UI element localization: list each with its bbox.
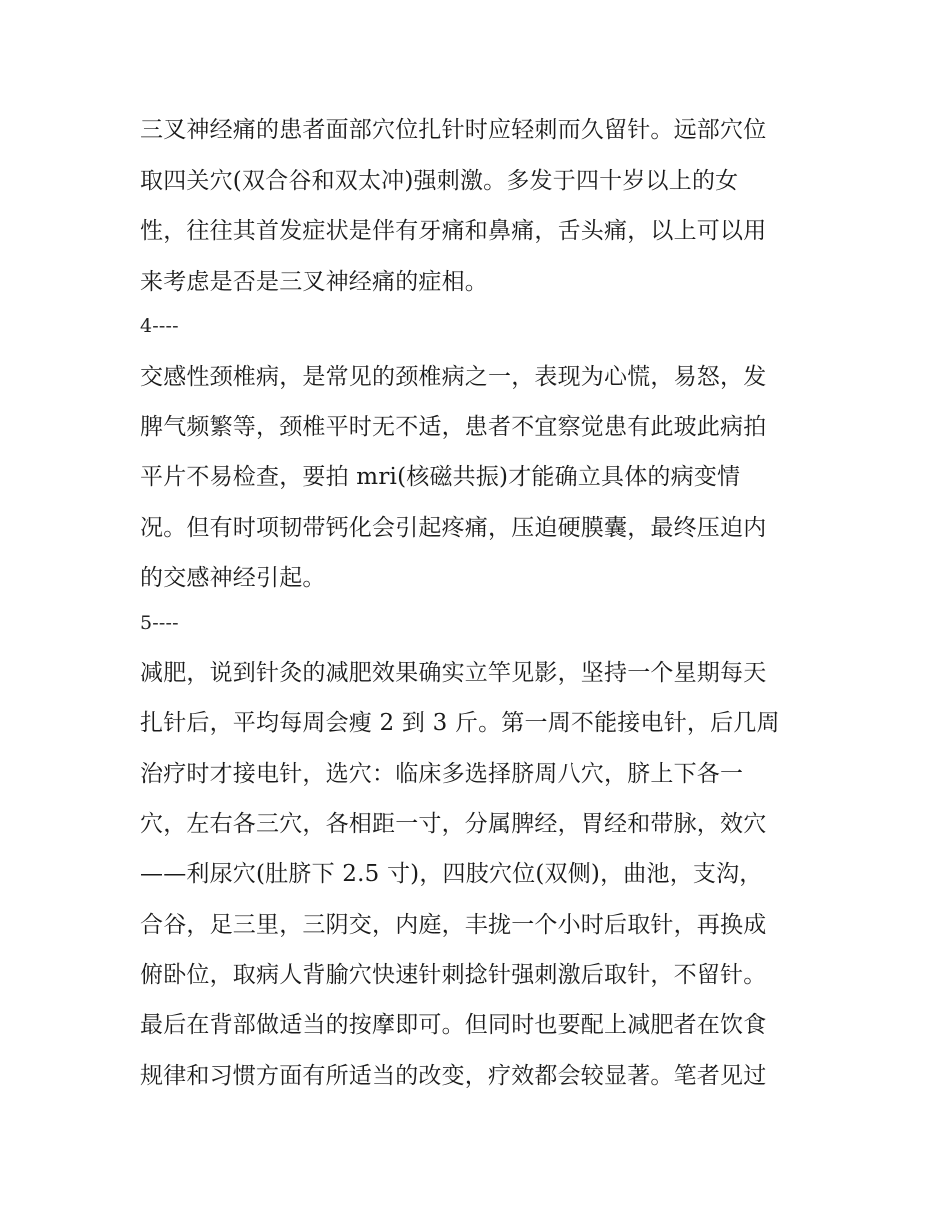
section4-line-3: 平片不易检查，要拍 mri(核磁共振)才能确立具体的病变情: [140, 464, 741, 490]
section5-line-3: 治疗时才接电针，选穴：临床多选择脐周八穴，脐上下各一: [140, 761, 744, 787]
section3-line-2: 取四关穴(双合谷和双太冲)强刺激。多发于四十岁以上的女: [140, 168, 739, 194]
section5-line-7: 俯卧位，取病人背腧穴快速针刺捻针强刺激后取针，不留针。: [140, 962, 767, 988]
section5-line-4: 穴，左右各三穴，各相距一寸，分属脾经，胃经和带脉，效穴: [140, 811, 767, 837]
section4-line-4: 况。但有时项韧带钙化会引起疼痛，压迫硬膜囊，最终压迫内: [140, 515, 767, 541]
section5-line-5: ——利尿穴(肚脐下 2.5 寸)，四肢穴位(双侧)，曲池，支沟，: [140, 861, 763, 887]
section5-line-9: 规律和习惯方面有所适当的改变，疗效都会较显著。笔者见过: [140, 1063, 767, 1089]
section4-line-2: 脾气频繁等，颈椎平时无不适，患者不宜察觉患有此玻此病拍: [140, 414, 767, 440]
section3-line-3: 性，往往其首发症状是伴有牙痛和鼻痛，舌头痛，以上可以用: [140, 218, 767, 244]
section3-line-4: 来考虑是否是三叉神经痛的症相。: [140, 269, 488, 295]
section5-line-8: 最后在背部做适当的按摩即可。但同时也要配上减肥者在饮食: [140, 1012, 767, 1038]
section5-line-2: 扎针后，平均每周会瘦 2 到 3 斤。第一周不能接电针，后几周: [140, 710, 780, 736]
section4-number: 4----: [140, 315, 179, 337]
section4-line-1: 交感性颈椎病，是常见的颈椎病之一，表现为心慌，易怒，发: [140, 364, 767, 390]
section5-number: 5----: [140, 612, 179, 634]
section5-line-6: 合谷，足三里，三阴交，内庭，丰拢一个小时后取针，再换成: [140, 912, 767, 938]
section4-line-5: 的交感神经引起。: [140, 565, 326, 591]
section3-line-1: 三叉神经痛的患者面部穴位扎针时应轻刺而久留针。远部穴位: [140, 117, 767, 143]
section5-line-1: 减肥，说到针灸的减肥效果确实立竿见影，坚持一个星期每天: [140, 660, 767, 686]
